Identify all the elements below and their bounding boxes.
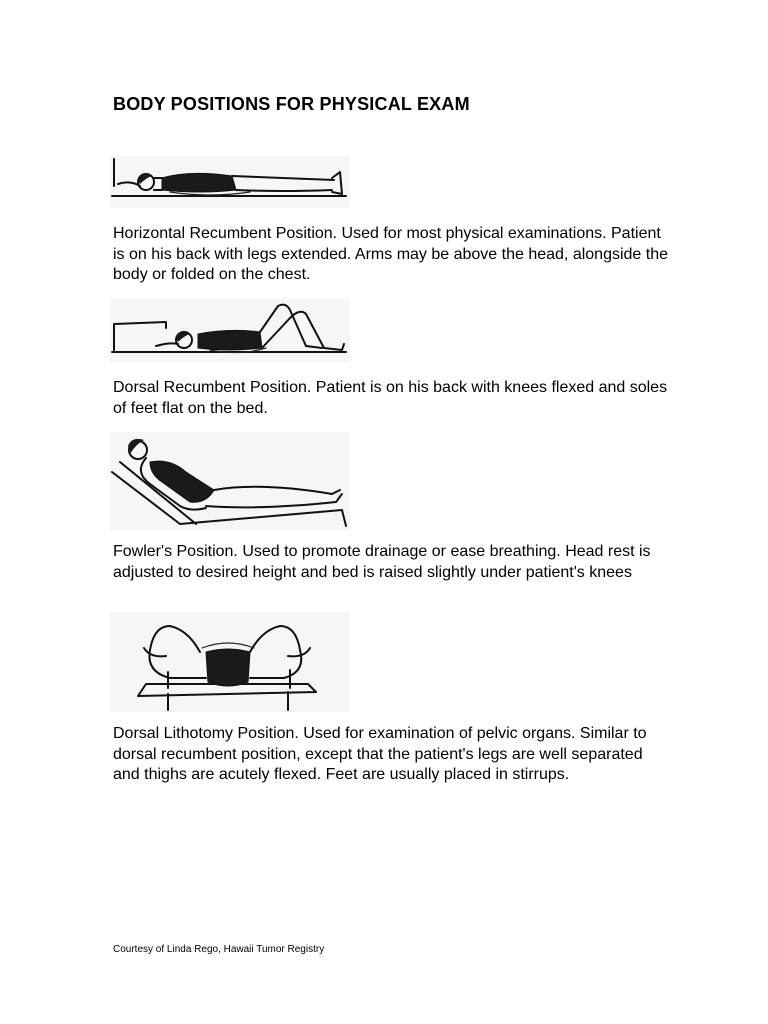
- horizontal-recumbent-description: Horizontal Recumbent Position. Used for most physical examinations. Patient is on his back with legs extended. Arms may be above the head, alongside the body or folded on the chest.: [113, 225, 669, 283]
- fowlers-illustration: [110, 432, 350, 530]
- dorsal-recumbent-illustration: [110, 298, 350, 362]
- horizontal-recumbent-illustration: [110, 156, 350, 208]
- page-title: BODY POSITIONS FOR PHYSICAL EXAM: [113, 94, 470, 114]
- fowlers-description: Fowler's Position. Used to promote drainage or ease breathing. Head rest is adjusted to desired height and bed is raised slightly under patient's knees: [113, 543, 651, 581]
- dorsal-lithotomy-description: Dorsal Lithotomy Position. Used for examination of pelvic organs. Similar to dorsal recumbent position, except that the patient's legs are well separated and thighs are acutely flexed. Feet are usually placed in stirrups.: [113, 725, 647, 783]
- dorsal-recumbent-description: Dorsal Recumbent Position. Patient is on his back with knees flexed and soles of feet flat on the bed.: [113, 379, 668, 417]
- footer-credit: Courtesy of Linda Rego, Hawaii Tumor Registry: [113, 944, 325, 955]
- dorsal-lithotomy-illustration: [110, 612, 350, 712]
